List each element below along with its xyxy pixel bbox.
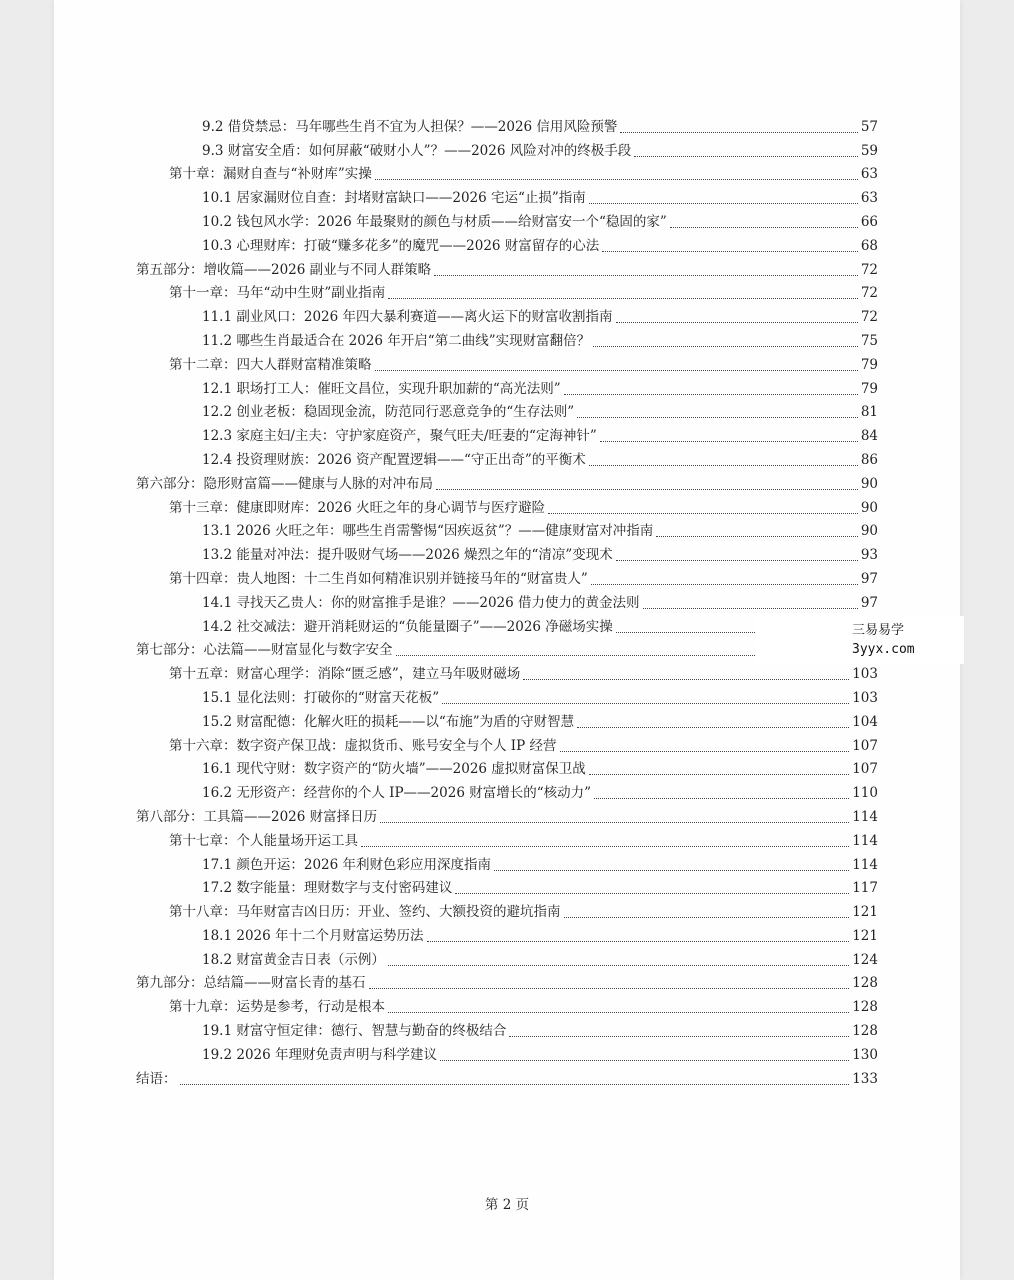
toc-entry: [136, 564, 878, 588]
toc-entry-page: 107: [852, 737, 878, 754]
toc-entry: [136, 469, 878, 493]
toc-entry: [136, 302, 878, 326]
toc-leader-dots: [602, 250, 858, 252]
toc-entry-page: 103: [852, 689, 878, 706]
toc-entry-title: 10.2 钱包风水学：2026 年最聚财的颜色与材质——给财富安一个“稳固的家”: [202, 213, 667, 230]
toc-leader-dots: [591, 583, 858, 585]
toc-leader-dots: [589, 202, 858, 204]
toc-entry: [136, 802, 878, 826]
toc-leader-dots: [523, 678, 849, 680]
toc-entry-page: 110: [852, 785, 878, 802]
toc-entry-page: 72: [860, 309, 878, 326]
toc-leader-dots: [600, 440, 858, 442]
toc-entry-title: 15.1 显化法则：打破你的“财富天花板”: [202, 689, 440, 706]
toc-leader-dots: [442, 702, 849, 704]
toc-entry-title: 第十六章：数字资产保卫战：虚拟货币、账号安全与个人 IP 经营: [169, 737, 557, 754]
toc-entry-title: 第十四章：贵人地图：十二生肖如何精准识别并链接马年的“财富贵人”: [169, 570, 588, 587]
toc-leader-dots: [577, 416, 858, 418]
toc-entry-page: 72: [860, 261, 878, 278]
toc-entry: [136, 1064, 878, 1088]
toc-entry: [136, 850, 878, 874]
toc-entry: [136, 874, 878, 898]
toc-entry-page: 121: [852, 927, 878, 944]
toc-entry-page: 63: [860, 166, 878, 183]
watermark-name: 三易易学: [852, 623, 905, 638]
toc-leader-dots: [388, 1011, 849, 1013]
toc-entry: [136, 350, 878, 374]
toc-entry-page: 128: [852, 999, 878, 1016]
toc-entry-title: 11.1 副业风口：2026 年四大暴利赛道——离火运下的财富收割指南: [202, 309, 613, 326]
toc-entry-title: 13.1 2026 火旺之年：哪些生肖需警惕“因疾返贫”？——健康财富对冲指南: [202, 523, 654, 540]
toc-entry-page: 68: [860, 237, 878, 254]
toc-entry: [136, 231, 878, 255]
toc-entry: [136, 517, 878, 541]
toc-leader-dots: [380, 821, 849, 823]
toc-entry: [136, 136, 878, 160]
toc-entry-title: 第十九章：运势是参考，行动是根本: [169, 999, 385, 1016]
toc-leader-dots: [589, 773, 849, 775]
toc-entry: [136, 731, 878, 755]
toc-leader-dots: [656, 535, 858, 537]
toc-entry: [136, 826, 878, 850]
toc-leader-dots: [436, 488, 858, 490]
toc-entry: [136, 445, 878, 469]
toc-entry: [136, 1040, 878, 1064]
toc-entry: [136, 326, 878, 350]
toc-entry-page: 104: [852, 713, 878, 730]
toc-leader-dots: [616, 321, 858, 323]
toc-entry: [136, 207, 878, 231]
toc-entry: [136, 255, 878, 279]
toc-entry-title: 第十章：漏财自查与“补财库”实操: [169, 166, 372, 183]
toc-entry-title: 12.2 创业老板：稳固现金流，防范同行恶意竞争的“生存法则”: [202, 404, 575, 421]
toc-entry: [136, 160, 878, 184]
toc-entry-page: 114: [852, 808, 878, 825]
toc-entry-page: 79: [860, 356, 878, 373]
toc-entry: [136, 992, 878, 1016]
toc-entry-page: 66: [860, 213, 878, 230]
toc-leader-dots: [620, 131, 857, 133]
toc-entry-page: 130: [852, 1046, 878, 1063]
toc-entry-title: 第五部分：增收篇——2026 副业与不同人群策略: [136, 261, 432, 278]
toc-entry-page: 128: [852, 975, 878, 992]
toc-entry-title: 14.1 寻找天乙贵人：你的财富推手是谁？——2026 借力使力的黄金法则: [202, 594, 640, 611]
toc-entry-page: 90: [860, 499, 878, 516]
toc-entry-title: 9.3 财富安全盾：如何屏蔽“破财小人”？——2026 风险对冲的终极手段: [202, 142, 632, 159]
toc-entry: [136, 969, 878, 993]
toc-entry-page: 97: [860, 594, 878, 611]
toc-entry: [136, 112, 878, 136]
toc-entry-page: 86: [860, 451, 878, 468]
toc-entry: [136, 540, 878, 564]
toc-leader-dots: [375, 369, 858, 371]
toc-entry-title: 第七部分：心法篇——财富显化与数字安全: [136, 642, 393, 659]
toc-leader-dots: [564, 916, 850, 918]
toc-leader-dots: [548, 512, 858, 514]
toc-entry-page: 81: [860, 404, 878, 421]
toc-entry-title: 16.1 现代守财：数字资产的“防火墙”——2026 虚拟财富保卫战: [202, 761, 586, 778]
toc-leader-dots: [560, 750, 850, 752]
toc-entry-page: 103: [852, 666, 878, 683]
toc-entry-title: 15.2 财富配德：化解火旺的损耗——以“布施”为盾的守财智慧: [202, 713, 575, 730]
toc-entry-page: 59: [860, 142, 878, 159]
toc-entry: [136, 897, 878, 921]
toc-entry-page: 72: [860, 285, 878, 302]
toc-entry-page: 124: [852, 951, 878, 968]
toc-leader-dots: [616, 559, 858, 561]
toc-leader-dots: [509, 1035, 849, 1037]
toc-entry-title: 16.2 无形资产：经营你的个人 IP——2026 财富增长的“核动力”: [202, 785, 592, 802]
toc-entry-page: 97: [860, 570, 878, 587]
toc-entry-title: 第八部分：工具篇——2026 财富择日历: [136, 808, 378, 825]
toc-entry-page: 63: [860, 190, 878, 207]
toc-entry: [136, 374, 878, 398]
toc-entry: [136, 945, 878, 969]
toc-entry-title: 17.2 数字能量：理财数字与支付密码建议: [202, 880, 453, 897]
toc-entry-title: 12.1 职场打工人：催旺文昌位，实现升职加薪的“高光法则”: [202, 380, 561, 397]
toc-entry: [136, 778, 878, 802]
toc-entry-title: 第十五章：财富心理学：消除“匮乏感”，建立马年吸财磁场: [169, 666, 521, 683]
toc-leader-dots: [180, 1083, 850, 1085]
toc-entry-title: 18.2 财富黄金吉日表（示例）: [202, 951, 385, 968]
toc-entry: [136, 707, 878, 731]
toc-entry-page: 57: [860, 118, 878, 135]
toc-entry-title: 19.2 2026 年理财免责声明与科学建议: [202, 1046, 437, 1063]
toc-entry: [136, 421, 878, 445]
toc-entry-page: 114: [852, 832, 878, 849]
toc-entry-page: 133: [852, 1070, 878, 1087]
toc-entry-page: 114: [852, 856, 878, 873]
toc-entry-title: 19.1 财富守恒定律：德行、智慧与勤奋的终极结合: [202, 1023, 507, 1040]
toc-entry-title: 13.2 能量对冲法：提升吸财气场——2026 燥烈之年的“清凉”变现术: [202, 547, 613, 564]
toc-entry-title: 12.3 家庭主妇/主夫：守护家庭资产，聚气旺夫/旺妻的“定海神针”: [202, 428, 597, 445]
toc-entry-title: 17.1 颜色开运：2026 年利财色彩应用深度指南: [202, 856, 491, 873]
toc-entry-page: 121: [852, 904, 878, 921]
site-watermark: [756, 616, 964, 664]
toc-entry-page: 75: [860, 332, 878, 349]
toc-entry: [136, 398, 878, 422]
toc-entry: [136, 183, 878, 207]
toc-entry-title: 14.2 社交减法：避开消耗财运的“负能量圈子”——2026 净磁场实操: [202, 618, 613, 635]
toc-leader-dots: [670, 226, 858, 228]
toc-entry-title: 第十二章：四大人群财富精准策略: [169, 356, 372, 373]
toc-entry-page: 79: [860, 380, 878, 397]
toc-leader-dots: [427, 940, 850, 942]
toc-entry-page: 84: [860, 428, 878, 445]
toc-leader-dots: [494, 869, 849, 871]
toc-entry-page: 107: [852, 761, 878, 778]
toc-entry: [136, 588, 878, 612]
toc-entry-title: 第十八章：马年财富吉凶日历：开业、签约、大额投资的避坑指南: [169, 904, 561, 921]
toc-entry: [136, 279, 878, 303]
toc-leader-dots: [564, 393, 858, 395]
toc-entry-title: 第十三章：健康即财库：2026 火旺之年的身心调节与医疗避险: [169, 499, 546, 516]
toc-entry-page: 117: [852, 880, 878, 897]
toc-leader-dots: [388, 964, 849, 966]
toc-leader-dots: [375, 178, 858, 180]
toc-leader-dots: [594, 797, 849, 799]
toc-leader-dots: [434, 274, 858, 276]
page-number: 第 2 页: [484, 1197, 530, 1213]
table-of-contents: [136, 112, 878, 1088]
toc-leader-dots: [593, 345, 858, 347]
toc-entry-title: 第九部分：总结篇——财富长青的基石: [136, 975, 366, 992]
toc-leader-dots: [634, 155, 858, 157]
toc-entry-title: 10.1 居家漏财位自查：封堵财富缺口——2026 宅运“止损”指南: [202, 190, 586, 207]
toc-leader-dots: [455, 892, 849, 894]
watermark-url: 3yyx.com: [852, 642, 915, 657]
toc-entry-title: 18.1 2026 年十二个月财富运势历法: [202, 927, 424, 944]
toc-entry-page: 90: [860, 475, 878, 492]
toc-entry-title: 12.4 投资理财族：2026 资产配置逻辑——“守正出奇”的平衡术: [202, 451, 586, 468]
toc-entry-title: 11.2 哪些生肖最适合在 2026 年开启“第二曲线”实现财富翻倍？: [202, 332, 591, 349]
toc-leader-dots: [388, 297, 858, 299]
toc-entry: [136, 755, 878, 779]
toc-entry-title: 10.3 心理财库：打破“赚多花多”的魔咒——2026 财富留存的心法: [202, 237, 600, 254]
toc-leader-dots: [577, 726, 849, 728]
toc-entry-title: 第六部分：隐形财富篇——健康与人脉的对冲布局: [136, 475, 433, 492]
toc-leader-dots: [361, 845, 849, 847]
toc-entry-page: 128: [852, 1023, 878, 1040]
toc-entry-title: 结语：: [136, 1070, 177, 1087]
toc-leader-dots: [369, 987, 850, 989]
toc-leader-dots: [440, 1059, 849, 1061]
toc-entry: [136, 1016, 878, 1040]
toc-entry: [136, 921, 878, 945]
toc-entry-title: 第十一章：马年“动中生财”副业指南: [169, 285, 386, 302]
toc-entry-title: 9.2 借贷禁忌：马年哪些生肖不宜为人担保？——2026 信用风险预警: [202, 118, 618, 135]
toc-leader-dots: [643, 607, 858, 609]
toc-entry-page: 90: [860, 523, 878, 540]
toc-entry-title: 第十七章：个人能量场开运工具: [169, 832, 358, 849]
toc-leader-dots: [589, 464, 858, 466]
toc-entry: [136, 683, 878, 707]
toc-entry-page: 93: [860, 547, 878, 564]
toc-entry: [136, 493, 878, 517]
